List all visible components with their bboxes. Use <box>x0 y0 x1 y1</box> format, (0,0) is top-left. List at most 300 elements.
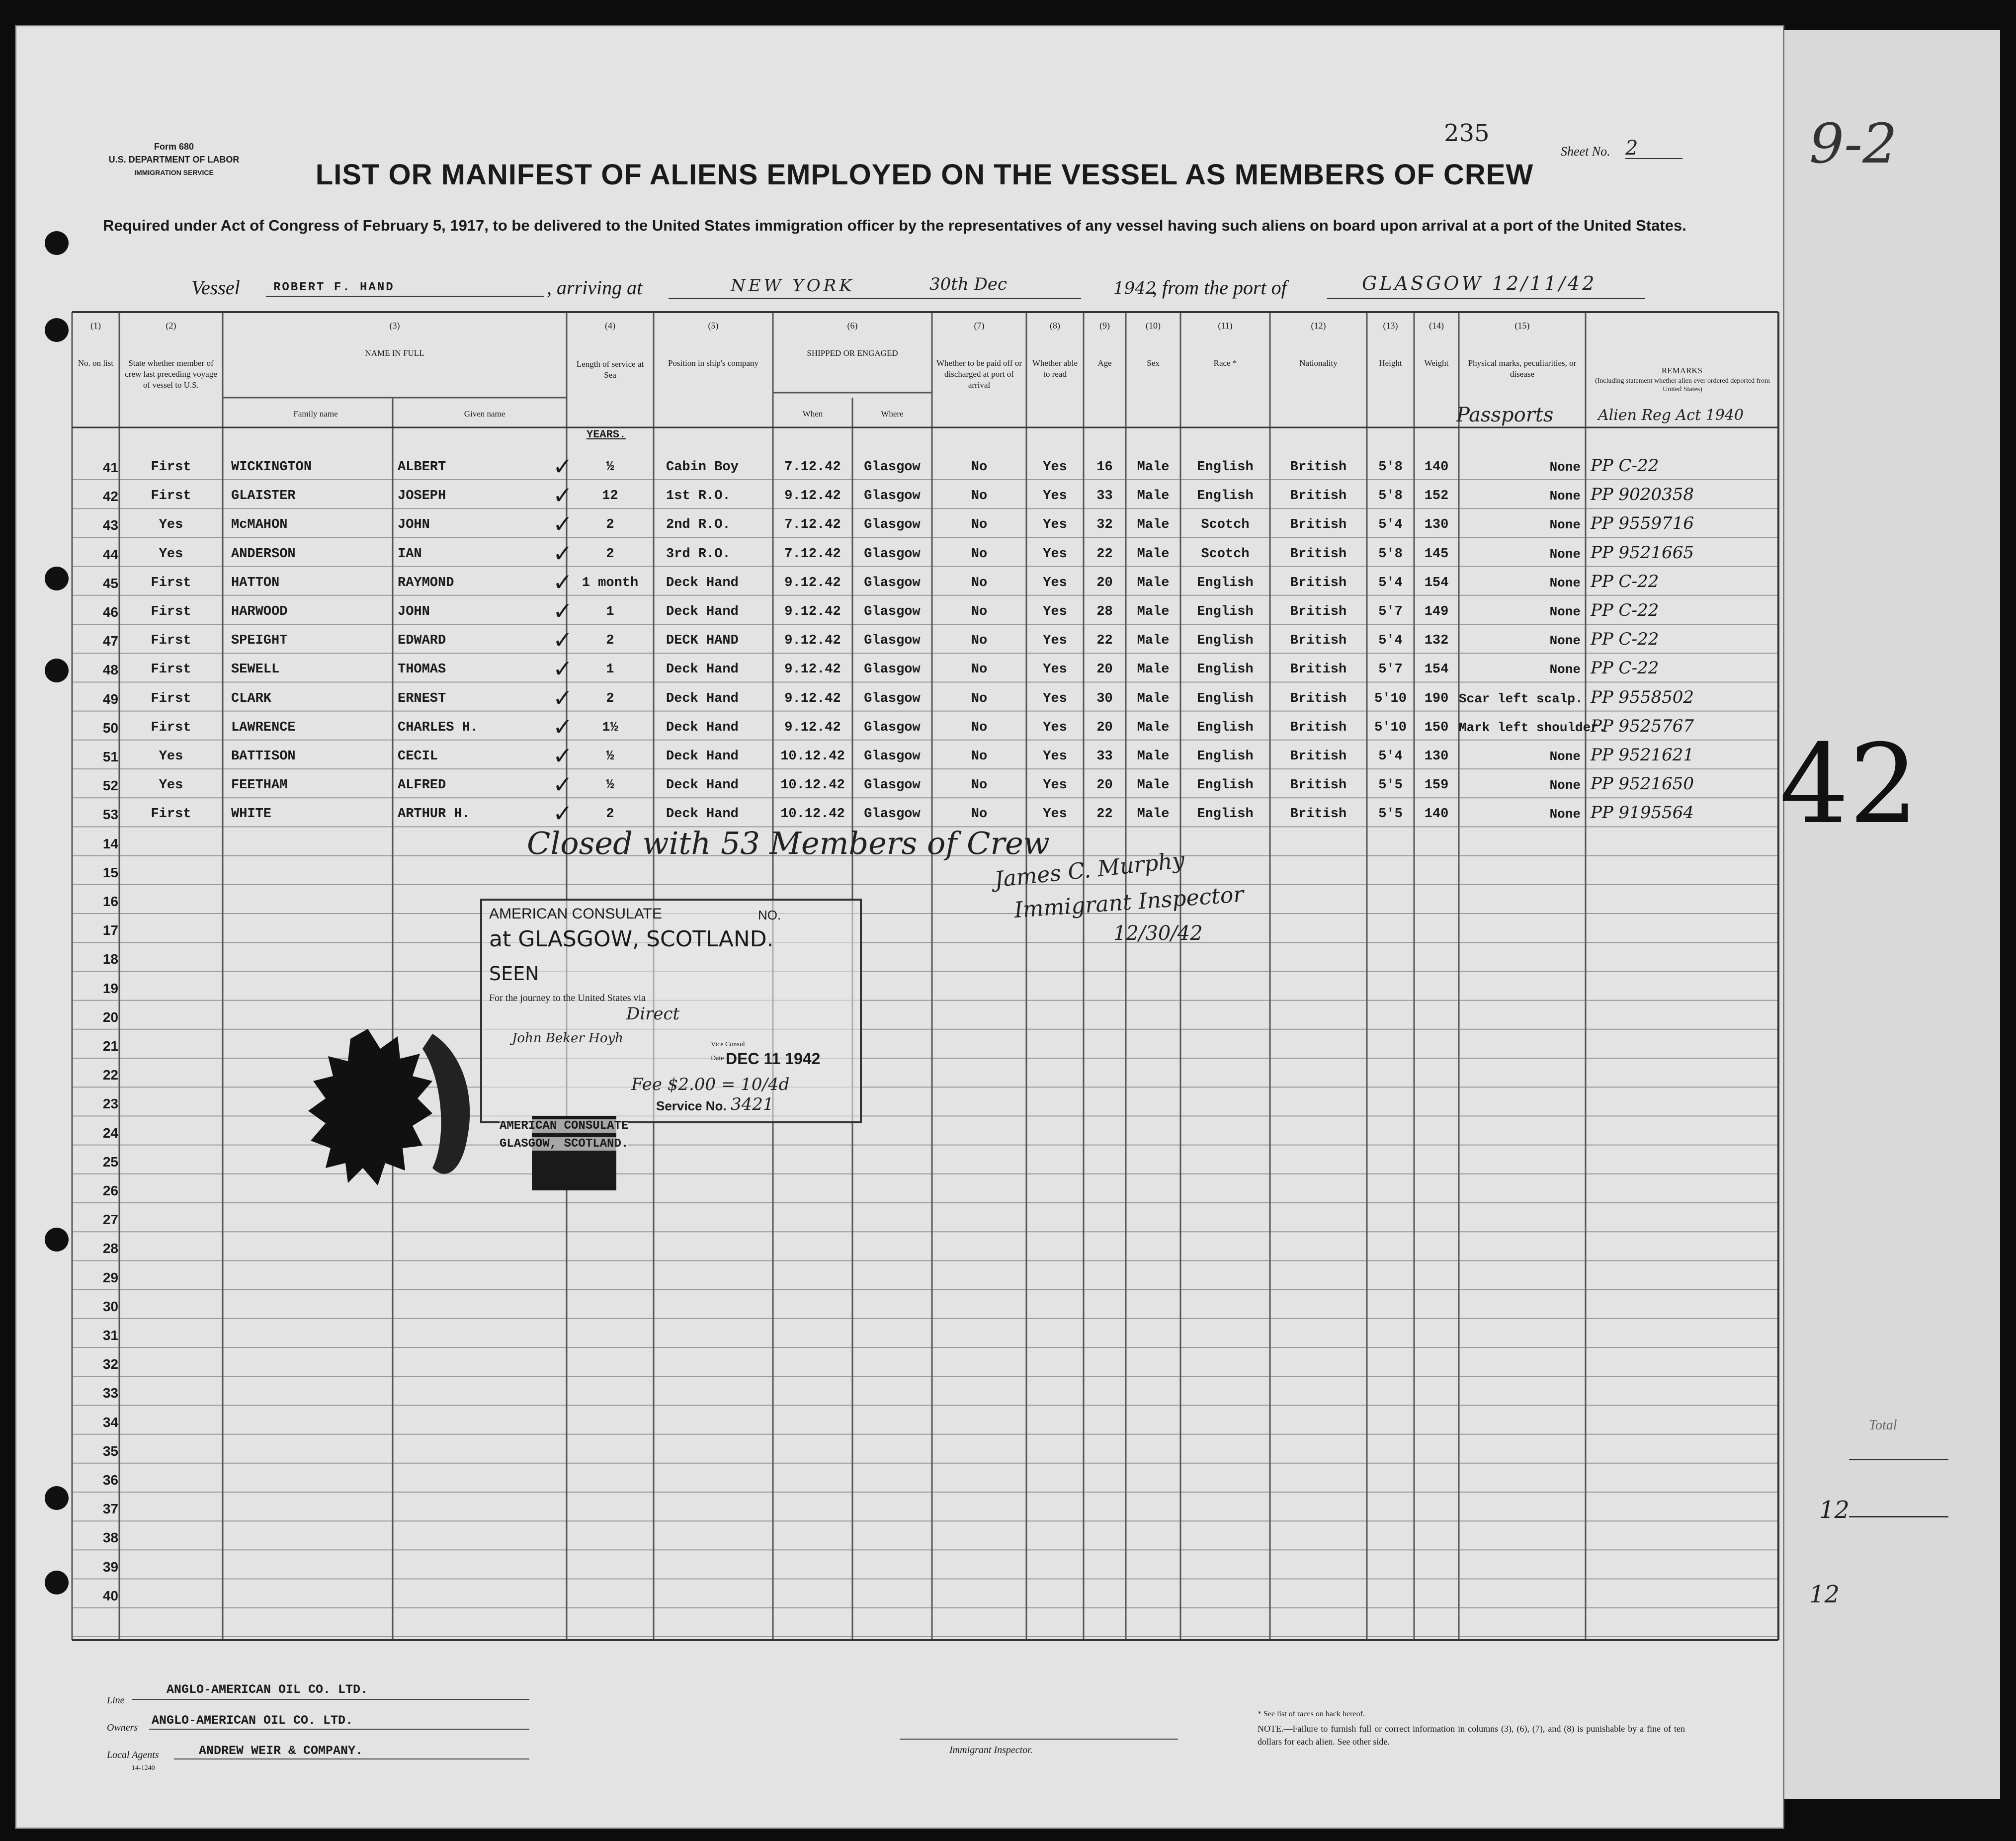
cell-read: Yes <box>1043 575 1067 590</box>
cell-remarks: PP 9525767 <box>1591 716 1694 736</box>
page-subtitle: Required under Act of Congress of February 5, 1917, to be delivered to the United States immigration officer by the representatives of any vessel having such aliens on board upon arrival at a port of the United States. <box>103 217 1686 234</box>
cell-prev: First <box>151 662 191 677</box>
row-number: 16 <box>102 894 118 909</box>
stamp-fee: Fee $2.00 = 10/4d <box>631 1075 790 1094</box>
cell-sex: Male <box>1137 460 1170 475</box>
cell-sex: Male <box>1137 720 1170 735</box>
cell-remarks: PP 9521650 <box>1591 774 1694 794</box>
row-number: 20 <box>102 1009 118 1025</box>
cell-marks: None <box>1549 489 1581 504</box>
cell-prev: Yes <box>159 517 183 533</box>
column-header: State whether member of crew last preceding voyage of vessel to U.S. <box>125 358 217 390</box>
cell-nationality: British <box>1290 489 1347 504</box>
check-mark-icon: ✓ <box>553 568 573 596</box>
cell-paid-off: No <box>971 489 988 504</box>
cell-remarks: PP 9559716 <box>1591 513 1694 534</box>
cell-family: CLARK <box>231 691 272 706</box>
cell-given: CHARLES H. <box>398 720 479 735</box>
stamp-journey: For the journey to the United States via <box>489 993 646 1004</box>
cell-race: Scotch <box>1201 517 1250 533</box>
cell-where: Glasgow <box>864 662 921 677</box>
check-mark-icon: ✓ <box>553 713 573 741</box>
cell-nationality: British <box>1290 546 1347 562</box>
cell-weight: 150 <box>1424 720 1449 735</box>
cell-weight: 149 <box>1424 604 1449 619</box>
row-number: 19 <box>102 980 118 996</box>
cell-when: 10.12.42 <box>780 807 845 822</box>
cell-paid-off: No <box>971 720 988 735</box>
row-number: 24 <box>102 1125 118 1141</box>
cell-remarks: PP C-22 <box>1591 456 1659 476</box>
check-mark-icon: ✓ <box>553 510 573 539</box>
cell-sex: Male <box>1137 517 1170 533</box>
cell-read: Yes <box>1043 546 1067 562</box>
cell-remarks: PP 9521621 <box>1591 745 1694 765</box>
cell-given: ERNEST <box>398 691 446 706</box>
departure-underline <box>1327 298 1645 299</box>
cell-where: Glasgow <box>864 546 921 562</box>
cell-age: 20 <box>1096 720 1113 735</box>
cell-prev: Yes <box>159 546 183 562</box>
column-header: NAME IN FULL <box>365 348 424 358</box>
cell-given: ALFRED <box>398 778 446 793</box>
row-number: 38 <box>102 1530 118 1546</box>
remarks-note: (Including statement whether alien ever ordered deported from United States) <box>1595 377 1770 393</box>
cell-weight: 154 <box>1424 662 1449 677</box>
cell-nationality: British <box>1290 778 1347 793</box>
total-rule <box>1849 1516 1948 1517</box>
alien-reg-note: Alien Reg Act 1940 <box>1598 407 1744 424</box>
cell-position: Deck Hand <box>666 604 739 619</box>
cell-nationality: British <box>1290 633 1347 649</box>
cell-read: Yes <box>1043 749 1067 764</box>
cell-prev: First <box>151 720 191 735</box>
cell-sex: Male <box>1137 662 1170 677</box>
from-port-label: , from the port of <box>1152 276 1287 299</box>
check-mark-icon: ✓ <box>553 539 573 568</box>
page-title: LIST OR MANIFEST OF ALIENS EMPLOYED ON THE VESSEL AS MEMBERS OF CREW <box>315 159 1534 191</box>
cell-paid-off: No <box>971 517 988 533</box>
stamp-service-label: Service No. <box>656 1098 727 1113</box>
cell-marks: None <box>1549 517 1581 533</box>
binder-hole <box>45 1228 69 1252</box>
total-label: Total <box>1869 1418 1897 1433</box>
cell-height: 5'8 <box>1378 460 1403 475</box>
cell-where: Glasgow <box>864 778 921 793</box>
cell-position: Deck Hand <box>666 720 739 735</box>
row-number: 39 <box>102 1559 118 1575</box>
cell-height: 5'5 <box>1378 807 1403 822</box>
cell-family: WHITE <box>231 807 272 822</box>
stamp-consul-name: John Beker Hoyh <box>512 1031 623 1046</box>
cell-when: 9.12.42 <box>784 489 841 504</box>
stamp-consulate: AMERICAN CONSULATE <box>489 906 662 922</box>
cell-family: HATTON <box>231 575 280 590</box>
column-header: Physical marks, peculiarities, or disease <box>1468 358 1577 379</box>
check-mark-icon: ✓ <box>553 655 573 683</box>
cell-prev: First <box>151 633 191 649</box>
cell-when: 7.12.42 <box>784 517 841 533</box>
row-number: 21 <box>102 1038 118 1054</box>
vessel-label: Vessel <box>191 276 240 299</box>
column-header: Length of service at Sea <box>576 359 644 380</box>
cell-service: 2 <box>606 807 614 822</box>
check-mark-icon: ✓ <box>553 482 573 510</box>
cell-given: RAYMOND <box>398 575 454 590</box>
check-mark-icon: ✓ <box>553 597 573 625</box>
inspector-signature: James C. Murphy <box>993 847 1186 893</box>
wax-seal <box>298 1019 507 1218</box>
column-header: Nationality <box>1299 358 1338 368</box>
cell-family: SPEIGHT <box>231 633 288 649</box>
row-number: 45 <box>102 575 118 591</box>
cell-nationality: British <box>1290 575 1347 590</box>
line-value: ANGLO-AMERICAN OIL CO. LTD. <box>167 1682 368 1697</box>
row-number: 29 <box>102 1269 118 1285</box>
cell-paid-off: No <box>971 749 988 764</box>
cell-remarks: PP C-22 <box>1591 600 1659 620</box>
cell-when: 10.12.42 <box>780 749 845 764</box>
cell-race: English <box>1197 807 1254 822</box>
cell-read: Yes <box>1043 778 1067 793</box>
row-number: 47 <box>102 633 118 649</box>
cell-when: 7.12.42 <box>784 546 841 562</box>
agents-label: Local Agents <box>107 1750 159 1760</box>
cell-age: 33 <box>1096 489 1113 504</box>
cell-where: Glasgow <box>864 604 921 619</box>
column-header: REMARKS <box>1661 366 1703 375</box>
inspector-line <box>900 1739 1178 1740</box>
row-number: 46 <box>102 604 118 620</box>
cell-sex: Male <box>1137 575 1170 590</box>
cell-where: Glasgow <box>864 749 921 764</box>
cell-age: 33 <box>1096 749 1113 764</box>
owners-value: ANGLO-AMERICAN OIL CO. LTD. <box>152 1713 353 1728</box>
cell-paid-off: No <box>971 546 988 562</box>
cell-height: 5'4 <box>1378 517 1403 533</box>
passports-note: Passports <box>1456 404 1554 426</box>
cell-weight: 130 <box>1424 517 1449 533</box>
cell-position: Deck Hand <box>666 575 739 590</box>
cell-paid-off: No <box>971 460 988 475</box>
cell-remarks: PP 9521665 <box>1591 542 1694 563</box>
row-number: 52 <box>102 778 118 794</box>
cell-family: WICKINGTON <box>231 460 312 475</box>
cell-prev: First <box>151 575 191 590</box>
column-number: (6) <box>847 321 858 331</box>
where-header: Where <box>881 409 904 418</box>
cell-given: ARTHUR H. <box>398 807 470 822</box>
cell-weight: 140 <box>1424 807 1449 822</box>
total-2: 12 <box>1809 1581 1840 1608</box>
cell-given: JOHN <box>398 604 430 619</box>
cell-age: 30 <box>1096 691 1113 706</box>
column-header: Whether to be paid off or discharged at port of arrival <box>936 358 1022 390</box>
cell-position: DECK HAND <box>666 633 739 649</box>
cell-race: English <box>1197 778 1254 793</box>
cell-given: JOSEPH <box>398 489 446 504</box>
cell-weight: 130 <box>1424 749 1449 764</box>
cell-sex: Male <box>1137 778 1170 793</box>
cell-read: Yes <box>1043 662 1067 677</box>
cell-family: BATTISON <box>231 749 296 764</box>
column-number: (2) <box>166 321 176 331</box>
cell-weight: 145 <box>1424 546 1449 562</box>
stamp-service-no: 3421 <box>731 1094 774 1114</box>
cell-service: 12 <box>602 489 618 504</box>
row-number: 53 <box>102 807 118 823</box>
row-number: 49 <box>102 691 118 707</box>
cell-service: 1 <box>606 662 614 677</box>
cell-when: 10.12.42 <box>780 778 845 793</box>
cell-prev: First <box>151 604 191 619</box>
cell-service: ½ <box>606 460 614 475</box>
cell-remarks: PP 9195564 <box>1591 803 1694 823</box>
cell-family: LAWRENCE <box>231 720 296 735</box>
cell-age: 32 <box>1096 517 1113 533</box>
row-number: 22 <box>102 1067 118 1083</box>
binder-hole <box>45 1571 69 1594</box>
cell-height: 5'8 <box>1378 489 1403 504</box>
cell-marks: None <box>1549 460 1581 475</box>
row-number: 51 <box>102 749 118 764</box>
cell-position: Deck Hand <box>666 749 739 764</box>
cell-age: 20 <box>1096 575 1113 590</box>
cell-when: 9.12.42 <box>784 633 841 649</box>
check-mark-icon: ✓ <box>553 684 573 712</box>
column-number: (1) <box>90 321 101 331</box>
row-number: 44 <box>102 546 118 562</box>
cell-position: 2nd R.O. <box>666 517 731 533</box>
cell-weight: 159 <box>1424 778 1449 793</box>
cell-sex: Male <box>1137 749 1170 764</box>
row-number: 41 <box>102 460 118 475</box>
line-label: Line <box>107 1695 125 1706</box>
cell-age: 22 <box>1096 807 1113 822</box>
row-number: 14 <box>102 836 118 851</box>
cell-read: Yes <box>1043 807 1067 822</box>
column-number: (5) <box>708 321 719 331</box>
stamp-seen: SEEN <box>489 963 539 985</box>
row-number: 23 <box>102 1096 118 1112</box>
cell-age: 22 <box>1096 546 1113 562</box>
cell-prev: Yes <box>159 778 183 793</box>
binder-hole <box>45 659 69 682</box>
cell-sex: Male <box>1137 633 1170 649</box>
row-number: 33 <box>102 1385 118 1401</box>
cell-read: Yes <box>1043 489 1067 504</box>
binder-hole <box>45 231 69 255</box>
total-rule <box>1849 1459 1948 1460</box>
cell-where: Glasgow <box>864 575 921 590</box>
cell-position: Cabin Boy <box>666 460 739 475</box>
agents-value: ANDREW WEIR & COMPANY. <box>199 1744 363 1758</box>
row-number: 43 <box>102 517 118 533</box>
column-header: Weight <box>1424 358 1449 368</box>
row-number: 34 <box>102 1414 118 1430</box>
inspector-label: Immigrant Inspector. <box>949 1745 1033 1756</box>
cell-nationality: British <box>1290 691 1347 706</box>
binder-hole <box>45 318 69 342</box>
cell-nationality: British <box>1290 749 1347 764</box>
cell-race: English <box>1197 460 1254 475</box>
cell-position: 1st R.O. <box>666 489 731 504</box>
cell-service: 2 <box>606 517 614 533</box>
column-header: Race * <box>1213 358 1237 368</box>
consulate-stamp <box>480 899 862 1123</box>
vessel-name: ROBERT F. HAND <box>273 281 395 294</box>
family-name-header: Family name <box>293 409 338 418</box>
print-code: 14-1240 <box>132 1764 155 1772</box>
cell-service: 2 <box>606 546 614 562</box>
cell-where: Glasgow <box>864 807 921 822</box>
cell-sex: Male <box>1137 807 1170 822</box>
cell-age: 28 <box>1096 604 1113 619</box>
cell-paid-off: No <box>971 807 988 822</box>
cell-service: ½ <box>606 749 614 764</box>
cell-given: IAN <box>398 546 422 562</box>
cell-paid-off: No <box>971 575 988 590</box>
arriving-label: , arriving at <box>547 276 643 299</box>
cell-height: 5'4 <box>1378 633 1403 649</box>
cell-nationality: British <box>1290 460 1347 475</box>
cell-prev: Yes <box>159 749 183 764</box>
cell-weight: 152 <box>1424 489 1449 504</box>
agents-underline <box>174 1758 529 1759</box>
cell-family: HARWOOD <box>231 604 288 619</box>
given-name-header: Given name <box>464 409 505 418</box>
row-number: 17 <box>102 922 118 938</box>
cell-marks: None <box>1549 546 1581 562</box>
cell-height: 5'10 <box>1374 691 1407 706</box>
column-header: Height <box>1379 358 1402 368</box>
column-number: (12) <box>1311 321 1326 331</box>
department: U.S. DEPARTMENT OF LABOR <box>108 155 240 165</box>
row-number: 26 <box>102 1183 118 1198</box>
cell-race: English <box>1197 691 1254 706</box>
cell-age: 20 <box>1096 662 1113 677</box>
cell-weight: 140 <box>1424 460 1449 475</box>
cell-given: JOHN <box>398 517 430 533</box>
check-mark-icon: ✓ <box>553 800 573 828</box>
inspector-title: Immigrant Inspector <box>1013 881 1245 923</box>
cell-marks: Scar left scalp. <box>1459 691 1583 706</box>
cell-paid-off: No <box>971 778 988 793</box>
cell-where: Glasgow <box>864 720 921 735</box>
cell-when: 9.12.42 <box>784 662 841 677</box>
arrival-date: 30th Dec <box>929 274 1008 294</box>
cell-race: English <box>1197 633 1254 649</box>
column-header: Sex <box>1147 358 1160 368</box>
cell-position: Deck Hand <box>666 807 739 822</box>
cell-nationality: British <box>1290 517 1347 533</box>
column-number: (13) <box>1383 321 1398 331</box>
cell-when: 9.12.42 <box>784 604 841 619</box>
cell-height: 5'8 <box>1378 546 1403 562</box>
seal-text-2: GLASGOW, SCOTLAND. <box>500 1137 629 1151</box>
cell-paid-off: No <box>971 691 988 706</box>
cell-given: CECIL <box>398 749 438 764</box>
cell-family: GLAISTER <box>231 489 296 504</box>
cell-weight: 154 <box>1424 575 1449 590</box>
column-number: (11) <box>1218 321 1233 331</box>
service-name: IMMIGRATION SERVICE <box>134 168 214 176</box>
cell-remarks: PP C-22 <box>1591 629 1659 650</box>
column-number: (9) <box>1099 321 1110 331</box>
cell-height: 5'5 <box>1378 778 1403 793</box>
cell-read: Yes <box>1043 517 1067 533</box>
column-header: Position in ship's company <box>668 358 759 368</box>
row-number: 50 <box>102 720 118 736</box>
row-number: 15 <box>102 864 118 880</box>
seal-text-1: AMERICAN CONSULATE <box>500 1119 629 1133</box>
races-note: * See list of races on back hereof. <box>1258 1710 1365 1718</box>
cell-read: Yes <box>1043 720 1067 735</box>
cell-read: Yes <box>1043 691 1067 706</box>
cell-race: English <box>1197 575 1254 590</box>
column-number: (3) <box>389 321 400 331</box>
row-number: 25 <box>102 1154 118 1170</box>
cell-remarks: PP C-22 <box>1591 571 1659 591</box>
cell-read: Yes <box>1043 460 1067 475</box>
row-number: 36 <box>102 1472 118 1488</box>
side-number: 42 <box>1779 721 1919 848</box>
row-number: 30 <box>102 1298 118 1314</box>
stamp-city: at GLASGOW, SCOTLAND. <box>489 926 774 952</box>
cell-remarks: PP 9020358 <box>1591 485 1694 505</box>
row-number: 48 <box>102 662 118 678</box>
binder-hole <box>45 1486 69 1510</box>
cell-height: 5'7 <box>1378 604 1403 619</box>
column-number: (4) <box>605 321 615 331</box>
line-underline <box>132 1699 529 1700</box>
cell-family: McMAHON <box>231 517 288 533</box>
cell-height: 5'7 <box>1378 662 1403 677</box>
cell-when: 9.12.42 <box>784 720 841 735</box>
row-number: 42 <box>102 489 118 504</box>
row-number: 27 <box>102 1212 118 1228</box>
column-header: Whether able to read <box>1032 358 1078 379</box>
cell-race: English <box>1197 662 1254 677</box>
closed-note: Closed with 53 Members of Crew <box>527 825 1050 861</box>
cell-paid-off: No <box>971 633 988 649</box>
cell-marks: None <box>1549 778 1581 793</box>
cell-read: Yes <box>1043 604 1067 619</box>
cell-marks: None <box>1549 604 1581 619</box>
column-header: No. on list <box>78 358 114 368</box>
cell-prev: First <box>151 691 191 706</box>
cell-race: English <box>1197 489 1254 504</box>
cell-sex: Male <box>1137 489 1170 504</box>
cell-sex: Male <box>1137 604 1170 619</box>
column-header: SHIPPED OR ENGAGED <box>807 348 898 358</box>
cell-race: Scotch <box>1201 546 1250 562</box>
cell-prev: First <box>151 807 191 822</box>
cell-service: 2 <box>606 691 614 706</box>
cell-service: 2 <box>606 633 614 649</box>
owners-label: Owners <box>107 1722 138 1733</box>
cell-paid-off: No <box>971 662 988 677</box>
cell-paid-off: No <box>971 604 988 619</box>
cell-height: 5'10 <box>1374 720 1407 735</box>
cell-read: Yes <box>1043 633 1067 649</box>
cell-family: ANDERSON <box>231 546 296 562</box>
cell-prev: First <box>151 489 191 504</box>
form-number: Form 680 <box>154 142 194 152</box>
cell-height: 5'4 <box>1378 575 1403 590</box>
column-header: Age <box>1097 358 1112 368</box>
cell-race: English <box>1197 604 1254 619</box>
